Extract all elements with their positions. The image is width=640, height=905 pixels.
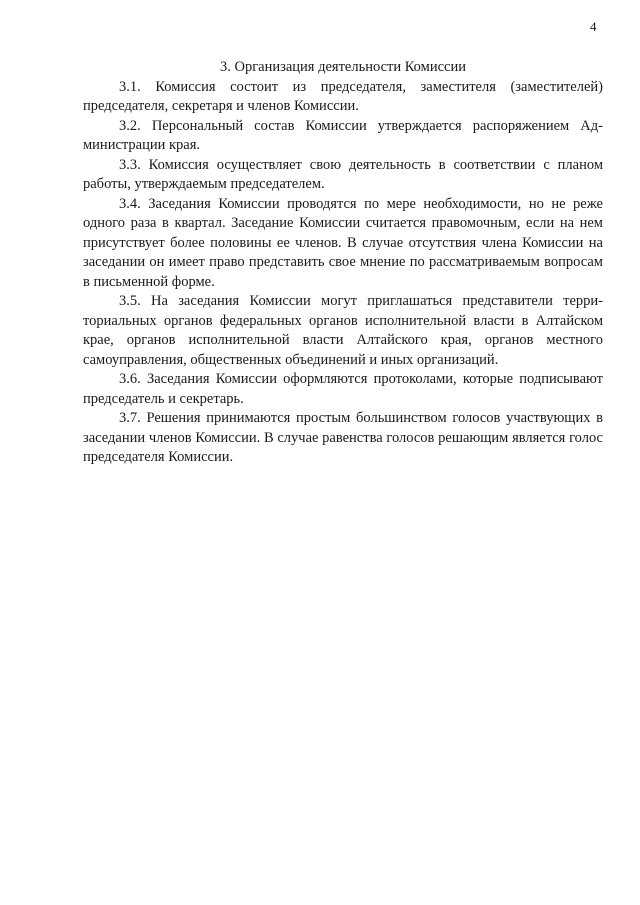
paragraph-3-7: 3.7. Решения принимаются простым большинством голосов участвующих в заседании членов Комиссии. В случае равенства голосов решающим является голос председателя Комиссии.: [83, 410, 603, 465]
paragraph-3-5: 3.5. На заседания Комиссии могут приглашаться представители территориальных органов федеральных органов исполнительной власти в Алтайском крае, органов исполнительной власти Алтайского края, органов местного самоуправления, общественных объединений и иных организаций.: [83, 293, 603, 368]
page-number: 4: [590, 19, 597, 34]
paragraph-3-6: 3.6. Заседания Комиссии оформляются протоколами, которые подписывают председатель и секретарь.: [83, 371, 603, 407]
paragraph-3-4: 3.4. Заседания Комиссии проводятся по мере необходимости, но не реже одного раза в квартал. Заседание Комиссии считается правомочным, если на нем присутствует более половины ее членов. В случае отсутствия члена Комиссии на заседании он имеет право представить свое мнение по рассматриваемым вопросам в письменной форме.: [83, 195, 603, 290]
section-heading: 3. Организация деятельности Комиссии: [220, 59, 466, 75]
paragraph-3-1: 3.1. Комиссия состоит из председателя, заместителя (заместителей) председателя, секретаря и членов Комиссии.: [83, 78, 603, 114]
document-body: [83, 58, 603, 468]
paragraph-3-2: 3.2. Персональный состав Комиссии утверждается распоряжением Администрации края.: [83, 117, 603, 153]
paragraph-3-3: 3.3. Комиссия осуществляет свою деятельность в соответствии с планом работы, утверждаемым председателем.: [83, 156, 603, 192]
